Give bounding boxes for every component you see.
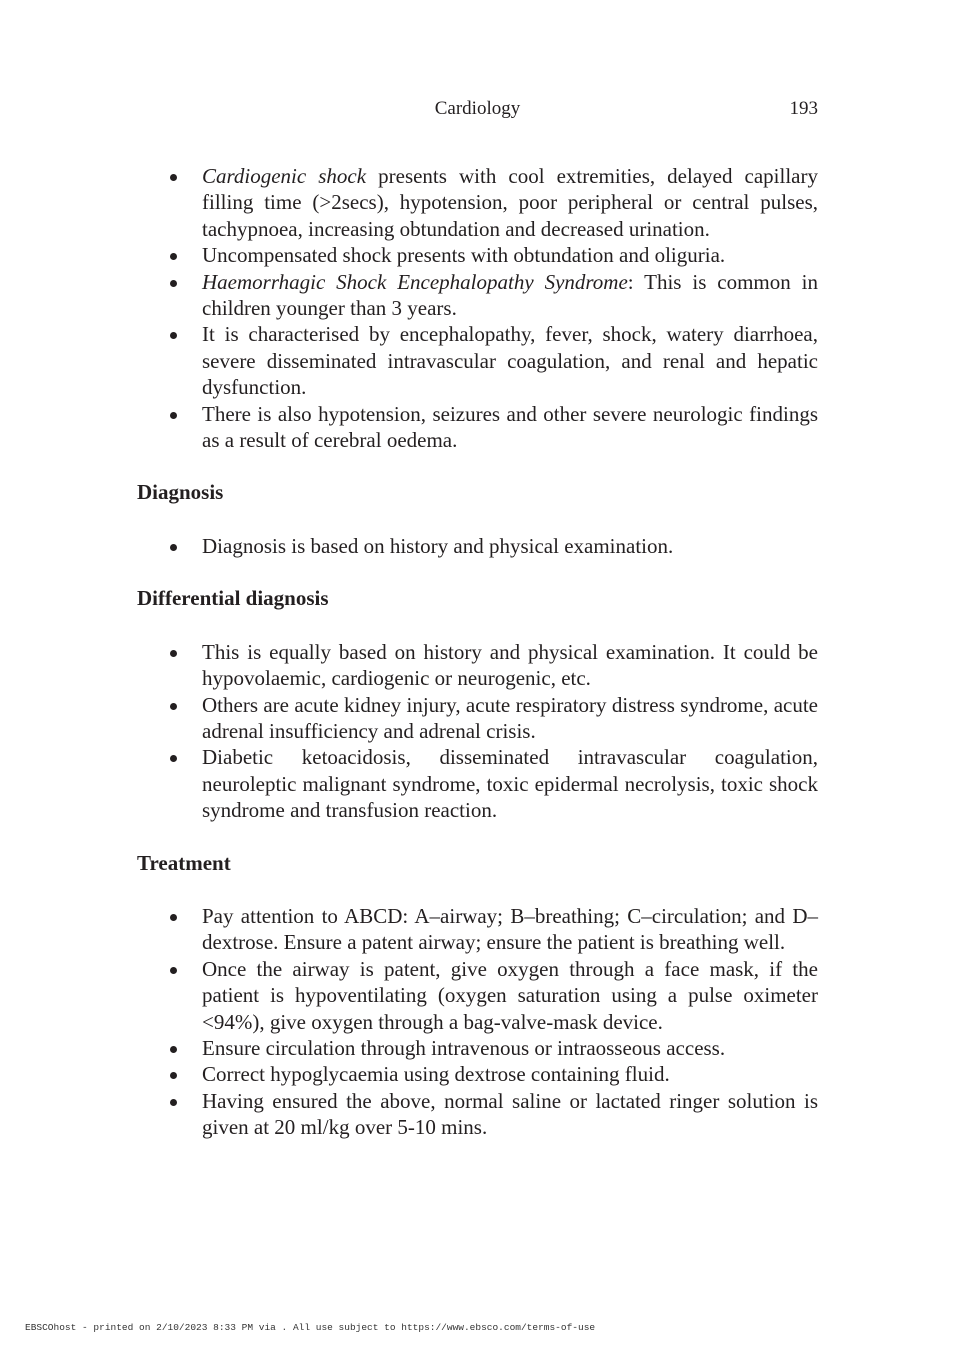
- list-item: Diabetic ketoacidosis, disseminated intravascular coagulation, neuroleptic malignant syndrome, toxic epidermal necrolysis, toxic shock syndrome and transfusion reaction.: [137, 744, 818, 823]
- bullet-icon: [170, 755, 177, 762]
- differential-diagnosis-heading: Differential diagnosis: [137, 586, 329, 611]
- running-title: Cardiology: [434, 98, 521, 119]
- intro-list: [137, 163, 818, 453]
- bullet-icon: [170, 703, 177, 710]
- list-item: Correct hypoglycaemia using dextrose containing fluid.: [137, 1061, 818, 1087]
- list-item: Diagnosis is based on history and physical examination.: [137, 533, 818, 559]
- page-number: 193: [789, 98, 818, 119]
- list-item: It is characterised by encephalopathy, fever, shock, watery diarrhoea, severe disseminated intravascular coagulation, and renal and hepatic dysfunction.: [137, 321, 818, 400]
- page-body: [137, 163, 818, 1141]
- bullet-icon: [170, 253, 177, 260]
- diagnosis-list: [137, 533, 818, 559]
- bullet-icon: [170, 544, 177, 551]
- bullet-icon: [170, 650, 177, 657]
- list-item: Having ensured the above, normal saline or lactated ringer solution is given at 20 ml/kg over 5-10 mins.: [137, 1088, 818, 1141]
- treatment-heading: Treatment: [137, 850, 231, 875]
- list-item: Once the airway is patent, give oxygen through a face mask, if the patient is hypoventilating (oxygen saturation using a pulse oximeter <94%), give oxygen through a bag-valve-mask device.: [137, 956, 818, 1035]
- list-item: Pay attention to ABCD: A–airway; B–breathing; C–circulation; and D–dextrose. Ensure a patent airway; ensure the patient is breathing well.: [137, 903, 818, 956]
- bullet-icon: [170, 967, 177, 974]
- bullet-icon: [170, 174, 177, 181]
- bullet-icon: [170, 1099, 177, 1106]
- list-item: There is also hypotension, seizures and other severe neurologic findings as a result of cerebral oedema.: [137, 401, 818, 454]
- list-item: This is equally based on history and physical examination. It could be hypovolaemic, cardiogenic or neurogenic, etc.: [137, 639, 818, 692]
- differential-list: [137, 639, 818, 824]
- bullet-icon: [170, 332, 177, 339]
- bullet-icon: [170, 412, 177, 419]
- list-item: Haemorrhagic Shock Encephalopathy Syndrome: This is common in children younger than 3 years.: [137, 269, 818, 322]
- bullet-icon: [170, 280, 177, 287]
- list-item: Uncompensated shock presents with obtundation and oliguria.: [137, 242, 818, 268]
- list-item: Ensure circulation through intravenous or intraosseous access.: [137, 1035, 818, 1061]
- footer-notice: EBSCOhost - printed on 2/10/2023 8:33 PM via . All use subject to https://www.ebsco.com/terms-of-use: [25, 1322, 596, 1333]
- bullet-icon: [170, 914, 177, 921]
- diagnosis-heading: Diagnosis: [137, 480, 224, 505]
- treatment-list: [137, 903, 818, 1141]
- bullet-icon: [170, 1072, 177, 1079]
- list-item: Others are acute kidney injury, acute respiratory distress syndrome, acute adrenal insufficiency and adrenal crisis.: [137, 692, 818, 745]
- list-item: Cardiogenic shock presents with cool extremities, delayed capillary filling time (>2secs), hypotension, poor peripheral or central pulses, tachypnoea, increasing obtundation and decreased urination.: [137, 163, 818, 242]
- bullet-icon: [170, 1046, 177, 1053]
